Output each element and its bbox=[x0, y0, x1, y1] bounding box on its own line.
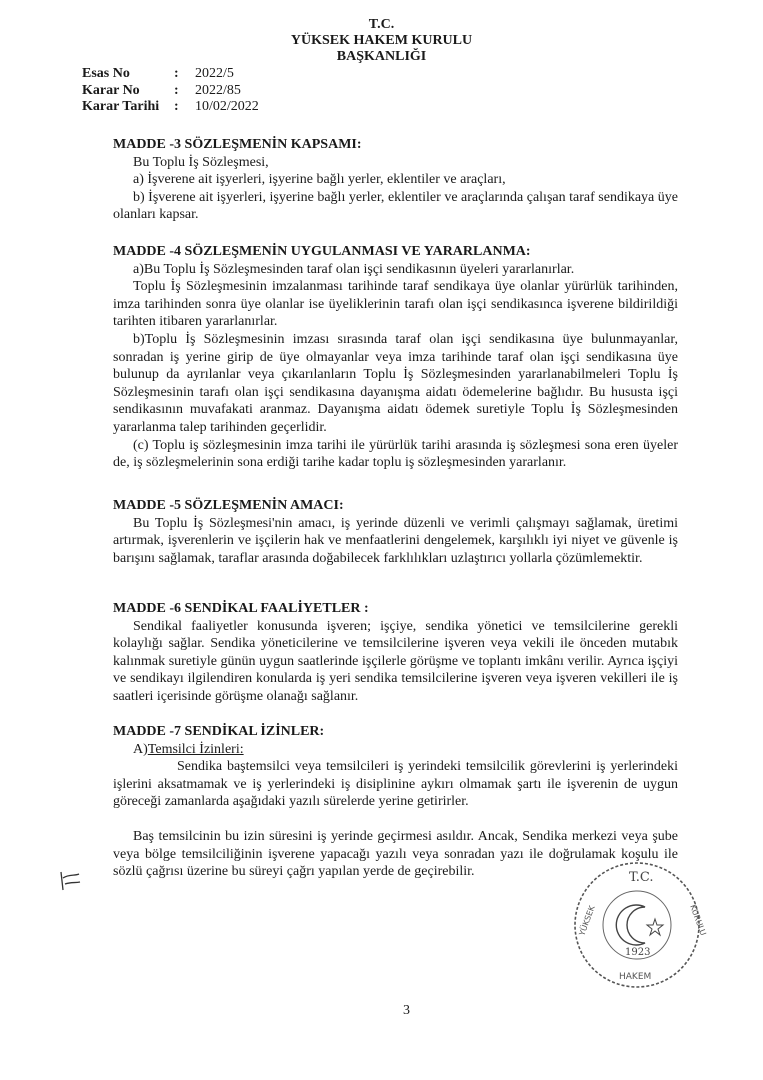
article-5-title: MADDE -5 SÖZLEŞMENİN AMACI: bbox=[113, 498, 344, 513]
seal-left-text: YÜKSEK bbox=[577, 904, 597, 937]
article-7-sub-title: Temsilci İzinleri: bbox=[147, 741, 244, 757]
article-7-para-2: Baş temsilcinin bu izin süresini iş yerinde geçirmesi asıldır. Ancak, Sendika merkezi veya şube veya bölge temsilciliğinin işverene yapacağı yazılı veya sonradan yazı ile doğrulamak koşulu ile sözlü çağrısı üzerine bu süreyi çağrı yapılan yerde de geçirebilir. bbox=[113, 828, 678, 880]
page-number: 3 bbox=[403, 1003, 410, 1018]
article-5-para: Bu Toplu İş Sözleşmesi'nin amacı, iş yerinde düzenli ve verimli çalışmayı sağlamak, üretimi artırmak, işverenlerin ve işçilerin hak ve menfaatlerini dengelemek, karşılıklı iyi niyet ve güvenle iş barışını sağlamak, taraflar arasında doğabilecek farklılıkları uzlaştırıcı yollarla çözümlemektir. bbox=[113, 515, 678, 566]
meta-value: 10/02/2022 bbox=[195, 99, 259, 114]
seal-year: 1923 bbox=[625, 947, 651, 958]
article-3-item-a: a) İşverene ait işyerleri, işyerine bağlı yerler, eklentiler ve araçları, bbox=[133, 172, 506, 188]
meta-row-esas bbox=[82, 66, 259, 83]
seal-top-text: T.C. bbox=[629, 870, 654, 885]
official-seal bbox=[567, 855, 707, 1000]
meta-row-karar bbox=[82, 83, 259, 100]
article-3 bbox=[113, 136, 678, 224]
article-7-sub-prefix: A) bbox=[133, 741, 148, 757]
article-6-title: MADDE -6 SENDİKAL FAALİYETLER : bbox=[113, 601, 369, 616]
seal-right-text: KURULU bbox=[688, 903, 707, 937]
meta-value: 2022/85 bbox=[195, 82, 241, 98]
handwritten-initial bbox=[55, 868, 83, 899]
article-4-para: Toplu İş Sözleşmesinin imzalanması tarihinde taraf sendikaya üye olanlar yürürlük tarihinden, imza tarihinden sonra üye olanlar ise üyeliklerinin tarafı olan işçi sendikasınca işverene bildirildiği tarihten itibaren yararlanırlar. bbox=[113, 279, 678, 330]
article-3-title: MADDE -3 SÖZLEŞMENİN KAPSAMI: bbox=[113, 137, 362, 152]
header-institution: YÜKSEK HAKEM KURULU bbox=[290, 33, 473, 48]
article-6 bbox=[113, 600, 678, 706]
meta-sep: : bbox=[174, 82, 179, 98]
meta-sep: : bbox=[174, 99, 179, 114]
article-7-subheading bbox=[113, 741, 678, 759]
header-tc: T.C. bbox=[368, 17, 395, 32]
article-4-item-a: a)Bu Toplu İş Sözleşmesinden taraf olan işçi sendikasının üyeleri yararlanırlar. bbox=[133, 261, 575, 277]
article-4-item-c: (c) Toplu iş sözleşmesinin imza tarihi ile yürürlük tarihi arasında iş sözleşmesi sona eren üyeler de, iş sözleşmelerinin sona erdiği tarihe kadar toplu iş sözleşmesinden yararlanır. bbox=[113, 437, 678, 471]
article-7-title: MADDE -7 SENDİKAL İZİNLER: bbox=[113, 724, 325, 739]
meta-key: Karar No bbox=[82, 82, 140, 98]
article-6-para: Sendikal faaliyetler konusunda işveren; işçiye, sendika yönetici ve temsilcilerine gerekli kolaylığı sağlar. Sendika yöneticilerine ve temsilcilerine işveren veya vekili ile önceden mutabık kalınmak suretiyle günün uygun saatlerinde işçilerle görüşme ve toplantı imkânı verilir. Ayrıca işçiyi ve sendikayı ilgilendiren konularda iş yeri sendika temsilcilerine işveren veya işveren vekilleri ile iş saatleri içerisinde görüşme olanağı sağlanır. bbox=[113, 618, 678, 704]
meta-key: Esas No bbox=[82, 66, 130, 81]
article-4-title: MADDE -4 SÖZLEŞMENİN UYGULANMASI VE YARARLANMA: bbox=[113, 244, 531, 259]
article-5 bbox=[113, 497, 678, 567]
meta-sep: : bbox=[174, 66, 179, 81]
header-department: BAŞKANLIĞI bbox=[336, 49, 427, 64]
meta-row-tarih bbox=[82, 99, 259, 116]
meta-value: 2022/5 bbox=[195, 66, 234, 81]
article-3-item-b: b) İşverene ait işyerleri, işyerine bağlı yerler, eklentiler ve araçlarında çalışan taraf sendikaya üye olanları kapsar. bbox=[113, 189, 678, 223]
article-4 bbox=[113, 243, 678, 472]
seal-bottom-text: HAKEM bbox=[619, 972, 652, 982]
meta-key: Karar Tarihi bbox=[82, 99, 160, 114]
article-3-intro: Bu Toplu İş Sözleşmesi, bbox=[133, 154, 269, 170]
article-4-item-b: b)Toplu İş Sözleşmesinin imzası sırasında taraf olan işçi sendikasına üye bulunmayanlar, sonradan iş yerine girip de üye olmayanlar veya imza tarihinde taraf olan işçi sendikasına üye bulunup da ayrılanlar veya çıkarılanların Toplu İş Sözleşmesinden yararlanabilmeleri Toplu İş Sözleşmesinin tarafı olan işçi sendikasına dayanışma aidatı ödemelerine bağlıdır. Bu hususta işçi sendikasının muvafakati aranmaz. Dayanışma aidatı ödemek suretiyle Toplu İş Sözleşmesinden yararlanma talep tarihinden geçerlidir. bbox=[113, 331, 678, 435]
article-7-para-1: Sendika baştemsilci veya temsilcileri iş yerindeki temsilcilik görevlerini iş yerlerindeki işlerini aksatmamak ve iş yerlerindeki iş disiplinine aykırı olmamak şartı ile işverenin de uygun göreceği zamanlarda aşağıdaki yazılı sürelerde yerine getirirler. bbox=[113, 759, 678, 810]
case-metadata bbox=[82, 66, 259, 116]
